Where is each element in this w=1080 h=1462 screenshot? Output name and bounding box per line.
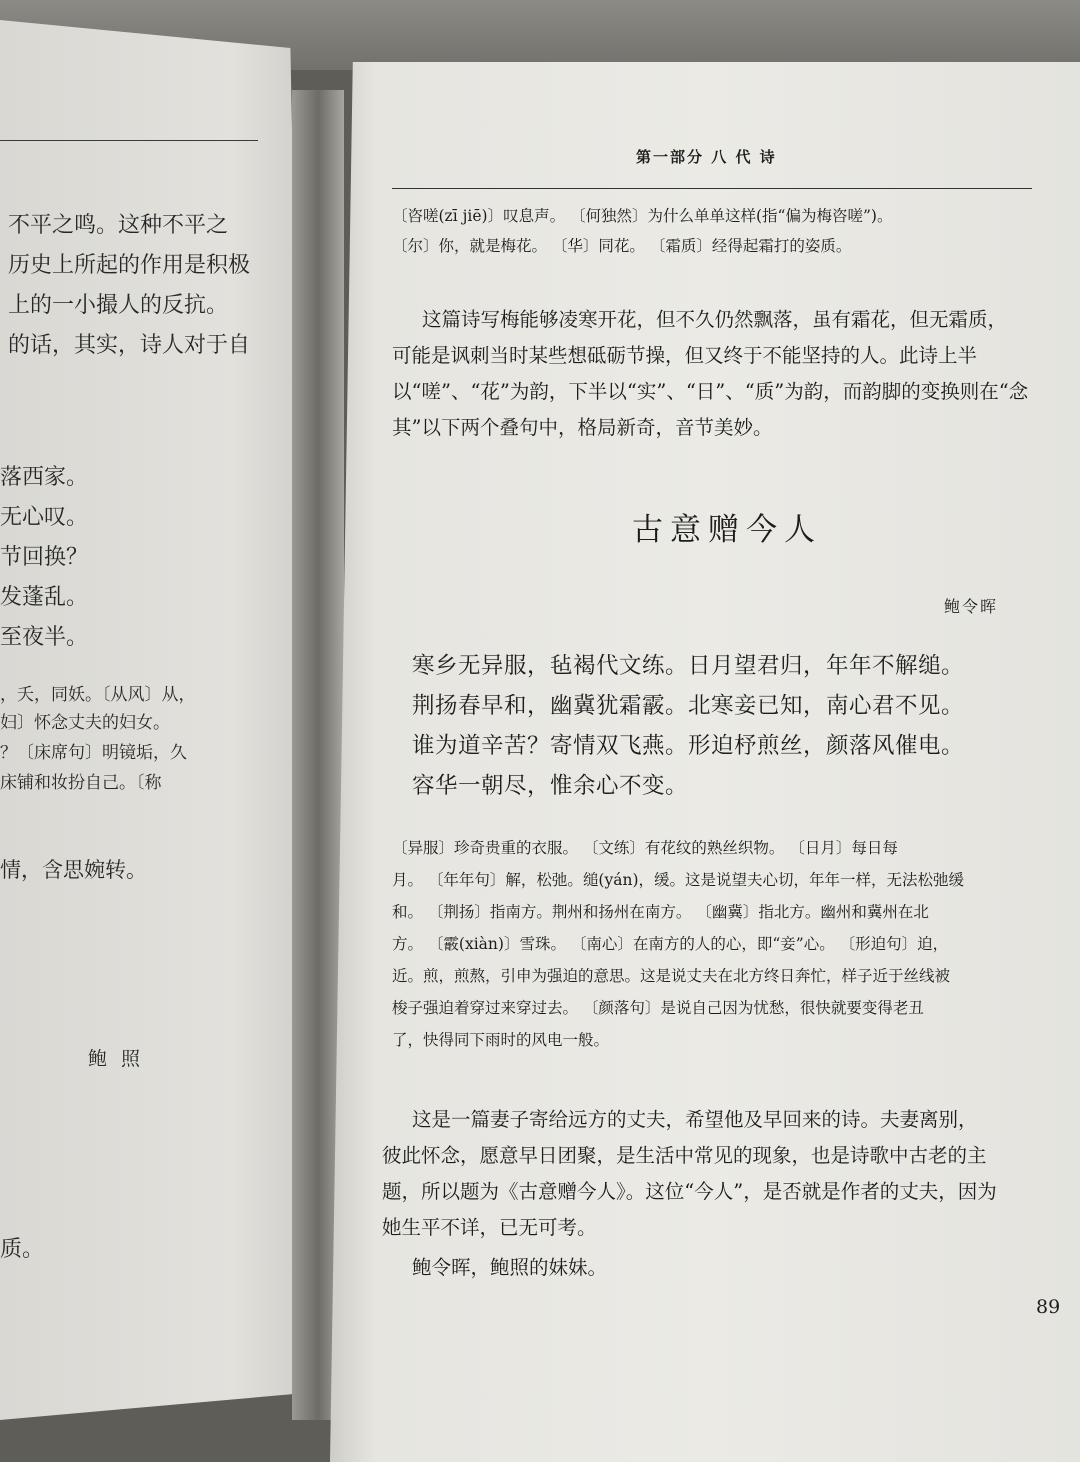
- left-text-line: 情，含思婉转。: [0, 858, 147, 882]
- note-line: 梭子强迫着穿过来穿过去。 〔颜落句〕是说自己因为忧愁，很快就要变得老丑: [392, 999, 924, 1017]
- left-page-header-rule: [0, 140, 258, 141]
- left-text-line: 质。: [0, 1237, 45, 1262]
- left-poem-line: 至夜半。: [0, 625, 89, 650]
- poem-author: 鲍令晖: [944, 597, 999, 616]
- left-text-line: 上的一小撮人的反抗。: [8, 293, 229, 318]
- poem-line: 寒乡无异服，毡褐代文练。日月望君归，年年不解缒。: [412, 653, 965, 679]
- note-line: 〔尔〕你，就是梅花。 〔华〕同花。 〔霜质〕经得起霜打的姿质。: [392, 237, 852, 255]
- poem-title: 古意赠今人: [632, 512, 822, 548]
- commentary-line: 这是一篇妻子寄给远方的丈夫，希望他及早回来的诗。夫妻离别，: [412, 1108, 978, 1131]
- left-author: 鲍 照: [88, 1048, 145, 1070]
- page-number: 89: [1036, 1296, 1061, 1318]
- left-poem-line: 无心叹。: [0, 505, 89, 530]
- commentary-line: 以“嗟”、“花”为韵，下半以“实”、“日”、“质”为韵，而韵脚的变换则在“念: [392, 380, 1029, 403]
- commentary-line: 题，所以题为《古意赠今人》。这位“今人”，是否就是作者的丈夫，因为: [382, 1180, 997, 1203]
- commentary-line: 可能是讽刺当时某些想砥砺节操，但又终于不能坚持的人。此诗上半: [392, 344, 978, 367]
- left-note-line: ？〔床席句〕明镜垢，久: [0, 743, 187, 763]
- left-text-line: 历史上所起的作用是积极: [8, 253, 251, 278]
- running-header: 第一部分 八 代 诗: [636, 148, 777, 166]
- left-note-line: 床铺和妆扮自己。〔称: [0, 773, 162, 793]
- left-text-line: 不平之鸣。这种不平之: [8, 213, 229, 238]
- left-poem-line: 节回换？: [0, 545, 89, 570]
- left-poem-line: 发蓬乱。: [0, 585, 89, 610]
- commentary-line: 其”以下两个叠句中，格局新奇，音节美妙。: [392, 416, 773, 439]
- commentary-line: 彼此怀念，愿意早日团聚，是生活中常见的现象，也是诗歌中古老的主: [382, 1144, 987, 1167]
- left-note-line: 妇〕怀念丈夫的妇女。: [0, 713, 170, 733]
- poem-line: 荆扬春早和，幽冀犹霜霰。北寒妾已知，南心君不见。: [412, 693, 965, 719]
- note-line: 了，快得同下雨时的风电一般。: [392, 1031, 610, 1049]
- commentary-line: 这篇诗写梅能够凌寒开花，但不久仍然飘落，虽有霜花，但无霜质，: [422, 308, 1008, 331]
- left-poem-line: 落西家。: [0, 465, 89, 490]
- note-line: 近。煎，煎熬，引申为强迫的意思。这是说丈夫在北方终日奔忙，样子近于丝线被: [392, 967, 951, 985]
- left-text-line: 的话，其实，诗人对于自: [8, 333, 251, 358]
- commentary-line: 她生平不详，已无可考。: [382, 1216, 597, 1239]
- note-line: 和。 〔荆扬〕指南方。荆州和扬州在南方。 〔幽冀〕指北方。幽州和冀州在北: [392, 903, 929, 921]
- poem-line: 容华一朝尽，惟余心不变。: [412, 773, 689, 799]
- commentary-line: 鲍令晖，鲍照的妹妹。: [412, 1256, 608, 1279]
- note-line: 〔异服〕珍奇贵重的衣服。 〔文练〕有花纹的熟丝织物。 〔日月〕每日每: [392, 839, 898, 857]
- left-note-line: ，夭，同妖。〔从风〕从，: [0, 685, 196, 705]
- poem-line: 谁为道辛苦？寄情双飞燕。形迫杼煎丝，颜落风催电。: [412, 733, 965, 759]
- note-line: 方。 〔霰(xiàn)〕雪珠。 〔南心〕在南方的人的心，即“妾”心。 〔形迫句〕迫，: [392, 935, 949, 953]
- note-line: 〔咨嗟(zī jiē)〕叹息声。 〔何独然〕为什么单单这样(指“偏为梅咨嗟”)。: [392, 207, 893, 225]
- header-rule: [392, 188, 1032, 189]
- note-line: 月。 〔年年句〕解，松弛。缒(yán)，缓。这是说望夫心切，年年一样，无法松弛缓: [392, 871, 965, 889]
